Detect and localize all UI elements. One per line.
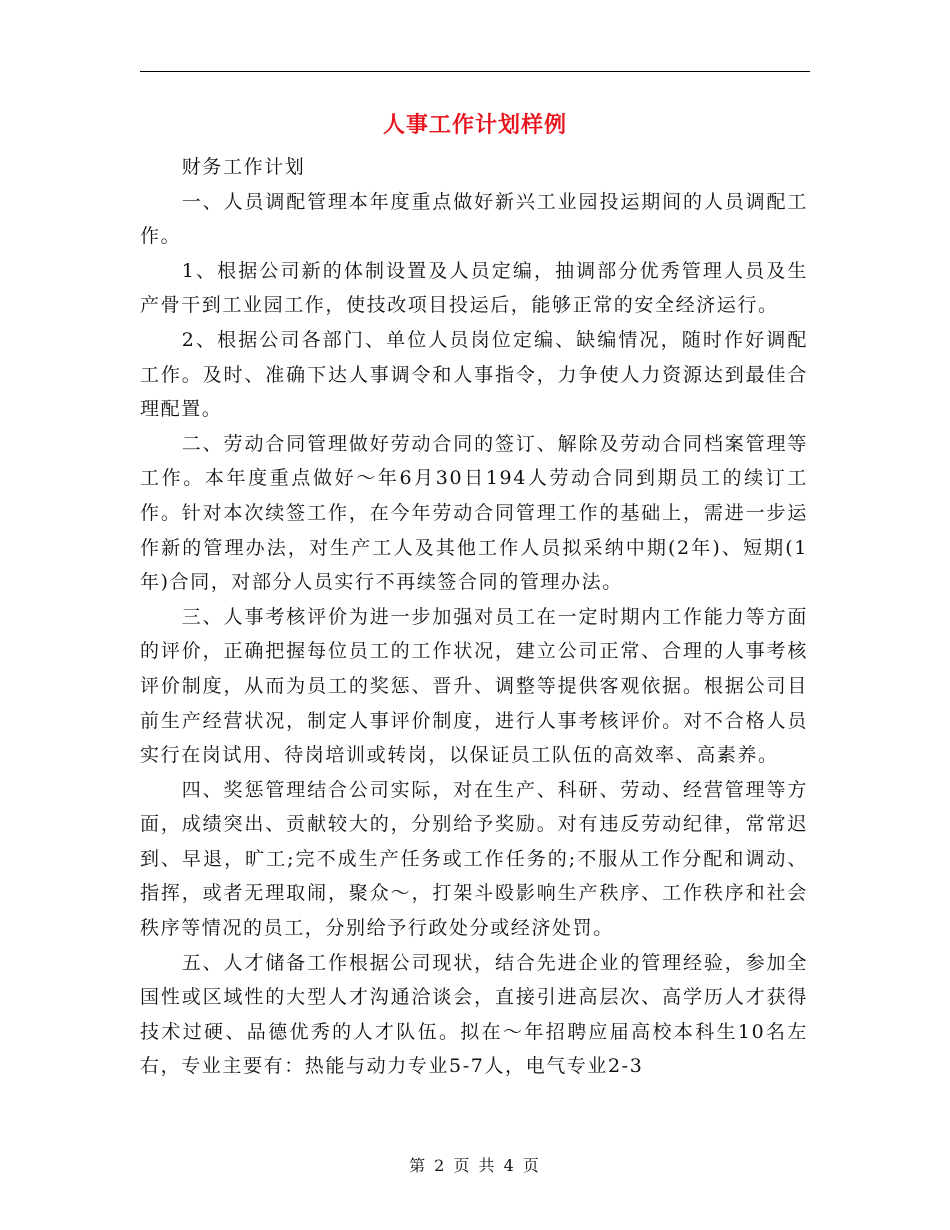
paragraph-4: 四、奖惩管理结合公司实际，对在生产、科研、劳动、经营管理等方面，成绩突出、贡献较大的，分别给予奖励。对有违反劳动纪律，常常迟到、早退，旷工;完不成生产任务或工作任务的;不服从工作分配和调动、指挥，或者无理取闹，聚众～，打架斗殴影响生产秩序、工作秩序和社会秩序等情况的员工，分别给予行政处分或经济处罚。 <box>140 778 808 940</box>
header-rule <box>140 71 810 72</box>
document-body <box>140 150 808 1084</box>
page-number: 第 2 页 共 4 页 <box>409 1156 541 1175</box>
paragraph-1: 一、人员调配管理本年度重点做好新兴工业园投运期间的人员调配工作。 <box>140 190 808 248</box>
document-title: 人事工作计划样例 <box>382 112 567 138</box>
paragraph-1-2: 2、根据公司各部门、单位人员岗位定编、缺编情况，随时作好调配工作。及时、准确下达人事调令和人事指令，力争使人力资源达到最佳合理配置。 <box>140 328 808 421</box>
paragraph-1-1: 1、根据公司新的体制设置及人员定编，抽调部分优秀管理人员及生产骨干到工业园工作，使技改项目投运后，能够正常的安全经济运行。 <box>140 259 808 317</box>
paragraph-5: 五、人才储备工作根据公司现状，结合先进企业的管理经验，参加全国性或区域性的大型人才沟通洽谈会，直接引进高层次、高学历人才获得技术过硬、品德优秀的人才队伍。拟在～年招聘应届高校本科生10名左右，专业主要有：热能与动力专业5-7人，电气专业2-3 <box>140 951 808 1078</box>
paragraph-heading: 财务工作计划 <box>181 156 306 178</box>
paragraph-3: 三、人事考核评价为进一步加强对员工在一定时期内工作能力等方面的评价，正确把握每位员工的工作状况，建立公司正常、合理的人事考核评价制度，从而为员工的奖惩、晋升、调整等提供客观依据。根据公司目前生产经营状况，制定人事评价制度，进行人事考核评价。对不合格人员实行在岗试用、待岗培训或转岗，以保证员工队伍的高效率、高素养。 <box>140 605 808 767</box>
paragraph-2: 二、劳动合同管理做好劳动合同的签订、解除及劳动合同档案管理等工作。本年度重点做好～年6月30日194人劳动合同到期员工的续订工作。针对本次续签工作，在今年劳动合同管理工作的基础上，需进一步运作新的管理办法，对生产工人及其他工作人员拟采纳中期(2年)、短期(1年)合同，对部分人员实行不再续签合同的管理办法。 <box>140 432 808 594</box>
